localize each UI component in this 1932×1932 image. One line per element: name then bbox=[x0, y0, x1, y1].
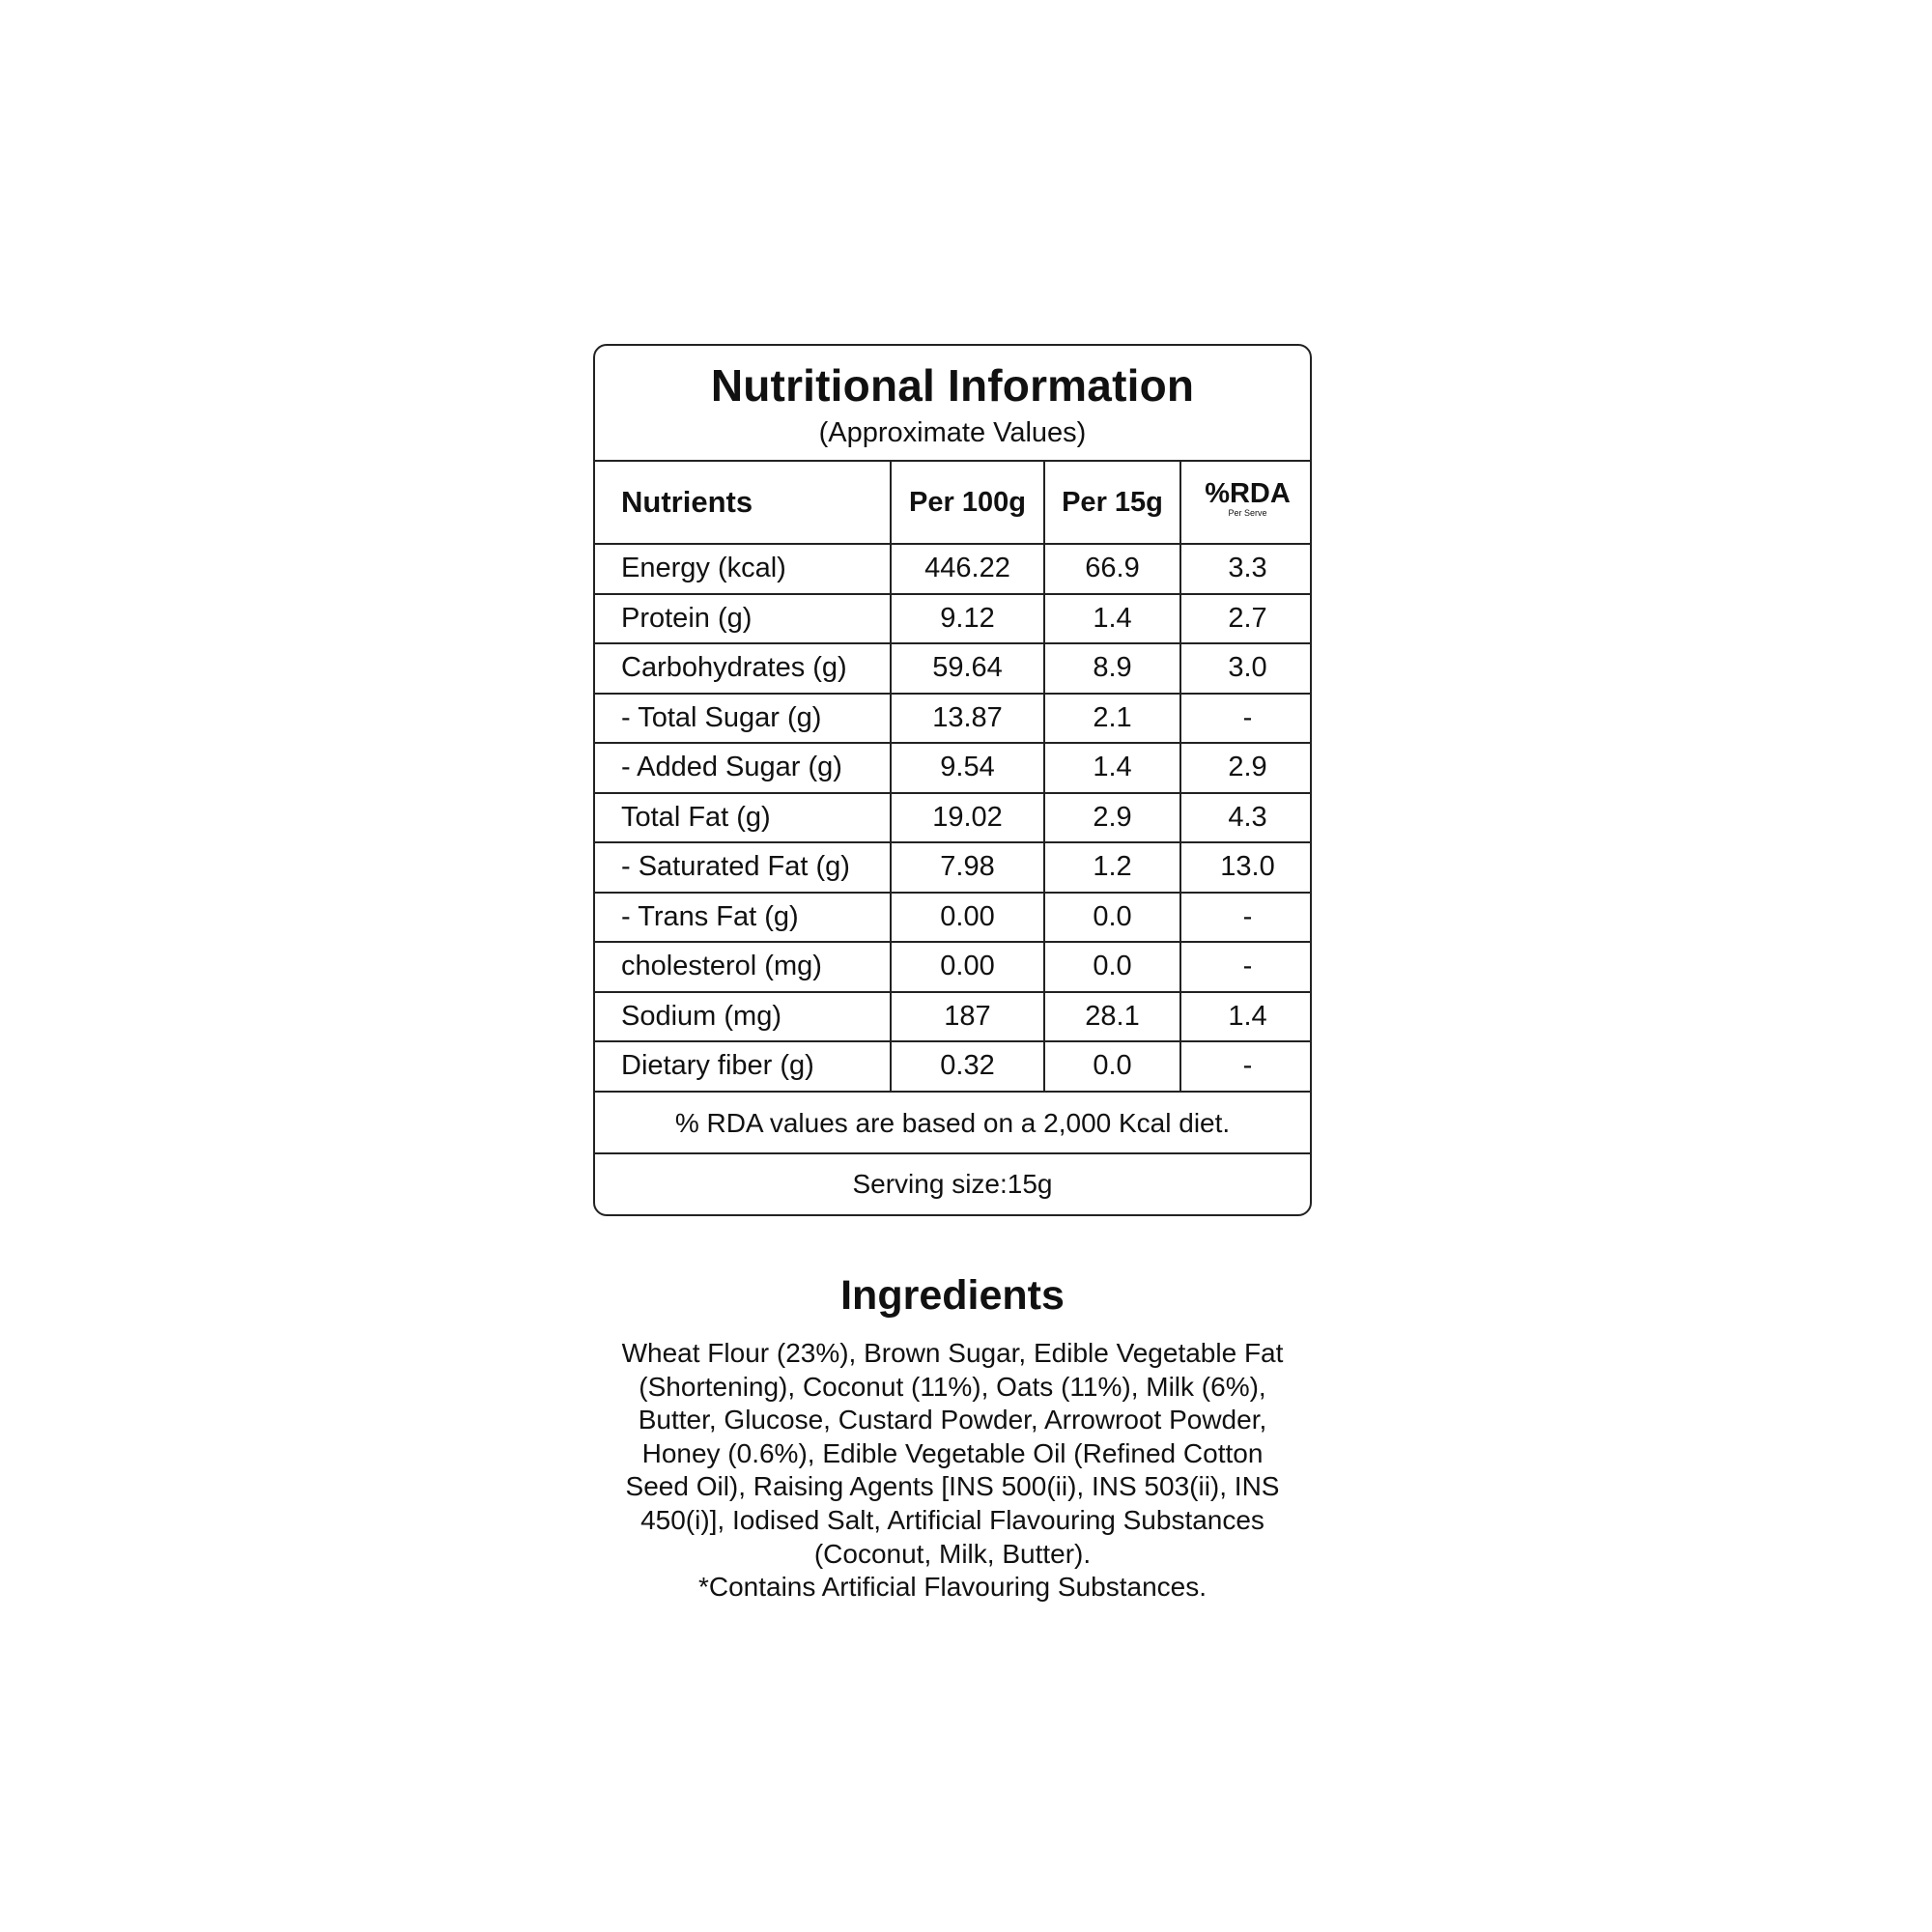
table-row bbox=[595, 893, 1312, 943]
table-header-row bbox=[595, 462, 1312, 544]
ingredient-line: 450(i)], Iodised Salt, Artificial Flavouring Substances bbox=[640, 1504, 1264, 1535]
rda-cell: 4.3 bbox=[1180, 793, 1312, 843]
ingredient-line: *Contains Artificial Flavouring Substances. bbox=[697, 1572, 1208, 1603]
per-100g-cell: 187 bbox=[891, 992, 1044, 1042]
column-header-per-100g: Per 100g bbox=[891, 462, 1044, 544]
nutrient-name-cell: cholesterol (mg) bbox=[595, 942, 891, 992]
per-15g-cell: 0.0 bbox=[1044, 942, 1180, 992]
rda-cell: - bbox=[1180, 893, 1312, 943]
rda-cell: - bbox=[1180, 1041, 1312, 1092]
ingredients-section bbox=[580, 1265, 1325, 1605]
nutrient-name-cell: - Trans Fat (g) bbox=[595, 893, 891, 943]
nutrition-panel bbox=[593, 344, 1312, 1216]
rda-cell: 13.0 bbox=[1180, 842, 1312, 893]
per-100g-cell: 13.87 bbox=[891, 694, 1044, 744]
column-header-rda bbox=[1180, 462, 1312, 544]
per-100g-cell: 0.00 bbox=[891, 893, 1044, 943]
ingredient-line: (Shortening), Coconut (11%), Oats (11%), Milk (6%), bbox=[639, 1371, 1266, 1402]
ingredients-title: Ingredients bbox=[840, 1272, 1065, 1319]
serving-size: Serving size:15g bbox=[852, 1168, 1053, 1199]
nutrient-name-cell: Protein (g) bbox=[595, 594, 891, 644]
rda-cell: - bbox=[1180, 694, 1312, 744]
per-100g-cell: 19.02 bbox=[891, 793, 1044, 843]
per-15g-cell: 8.9 bbox=[1044, 643, 1180, 694]
nutrient-name-cell: - Added Sugar (g) bbox=[595, 743, 891, 793]
rda-cell: 1.4 bbox=[1180, 992, 1312, 1042]
rda-cell: 2.9 bbox=[1180, 743, 1312, 793]
per-100g-cell: 7.98 bbox=[891, 842, 1044, 893]
rda-header-sublabel: Per Serve bbox=[1228, 508, 1267, 518]
nutrition-header bbox=[595, 346, 1310, 462]
per-100g-cell: 9.54 bbox=[891, 743, 1044, 793]
nutrient-name-cell: Total Fat (g) bbox=[595, 793, 891, 843]
per-15g-cell: 1.2 bbox=[1044, 842, 1180, 893]
table-row bbox=[595, 743, 1312, 793]
rda-cell: 3.3 bbox=[1180, 544, 1312, 594]
rda-cell: - bbox=[1180, 942, 1312, 992]
rda-footnote: % RDA values are based on a 2,000 Kcal diet. bbox=[595, 1093, 1310, 1154]
per-100g-cell: 0.32 bbox=[891, 1041, 1044, 1092]
nutrient-name-cell: Carbohydrates (g) bbox=[595, 643, 891, 694]
per-15g-cell: 2.1 bbox=[1044, 694, 1180, 744]
per-100g-cell: 9.12 bbox=[891, 594, 1044, 644]
ingredient-line: (Coconut, Milk, Butter). bbox=[813, 1538, 1092, 1569]
column-header-per-15g: Per 15g bbox=[1044, 462, 1180, 544]
nutrition-table bbox=[595, 462, 1312, 1093]
table-row bbox=[595, 544, 1312, 594]
table-row bbox=[595, 643, 1312, 694]
table-row bbox=[595, 942, 1312, 992]
per-15g-cell: 0.0 bbox=[1044, 1041, 1180, 1092]
rda-header-label: %RDA bbox=[1205, 478, 1291, 509]
table-row bbox=[595, 694, 1312, 744]
per-15g-cell: 2.9 bbox=[1044, 793, 1180, 843]
nutrient-name-cell: Sodium (mg) bbox=[595, 992, 891, 1042]
ingredient-line: Honey (0.6%), Edible Vegetable Oil (Refined Cotton bbox=[641, 1437, 1264, 1468]
ingredient-line: Seed Oil), Raising Agents [INS 500(ii), INS 503(ii), INS bbox=[625, 1471, 1280, 1502]
per-15g-cell: 0.0 bbox=[1044, 893, 1180, 943]
table-row bbox=[595, 842, 1312, 893]
nutrient-name-cell: Dietary fiber (g) bbox=[595, 1041, 891, 1092]
table-row bbox=[595, 992, 1312, 1042]
table-row bbox=[595, 793, 1312, 843]
rda-cell: 3.0 bbox=[1180, 643, 1312, 694]
per-15g-cell: 1.4 bbox=[1044, 594, 1180, 644]
per-15g-cell: 28.1 bbox=[1044, 992, 1180, 1042]
per-100g-cell: 59.64 bbox=[891, 643, 1044, 694]
nutrient-name-cell: - Saturated Fat (g) bbox=[595, 842, 891, 893]
per-100g-cell: 0.00 bbox=[891, 942, 1044, 992]
rda-cell: 2.7 bbox=[1180, 594, 1312, 644]
nutrient-name-cell: - Total Sugar (g) bbox=[595, 694, 891, 744]
nutrient-rows bbox=[595, 544, 1312, 1092]
nutrient-name-cell: Energy (kcal) bbox=[595, 544, 891, 594]
column-header-nutrients: Nutrients bbox=[595, 462, 891, 544]
table-row bbox=[595, 1041, 1312, 1092]
per-15g-cell: 66.9 bbox=[1044, 544, 1180, 594]
per-100g-cell: 446.22 bbox=[891, 544, 1044, 594]
ingredients-text bbox=[580, 1337, 1325, 1605]
nutrition-subtitle: (Approximate Values) bbox=[818, 417, 1087, 448]
ingredient-line: Butter, Glucose, Custard Powder, Arrowroot Powder, bbox=[638, 1405, 1267, 1435]
per-15g-cell: 1.4 bbox=[1044, 743, 1180, 793]
table-row bbox=[595, 594, 1312, 644]
nutrition-title: Nutritional Information bbox=[710, 360, 1195, 411]
ingredient-line: Wheat Flour (23%), Brown Sugar, Edible Vegetable Fat bbox=[621, 1338, 1284, 1368]
